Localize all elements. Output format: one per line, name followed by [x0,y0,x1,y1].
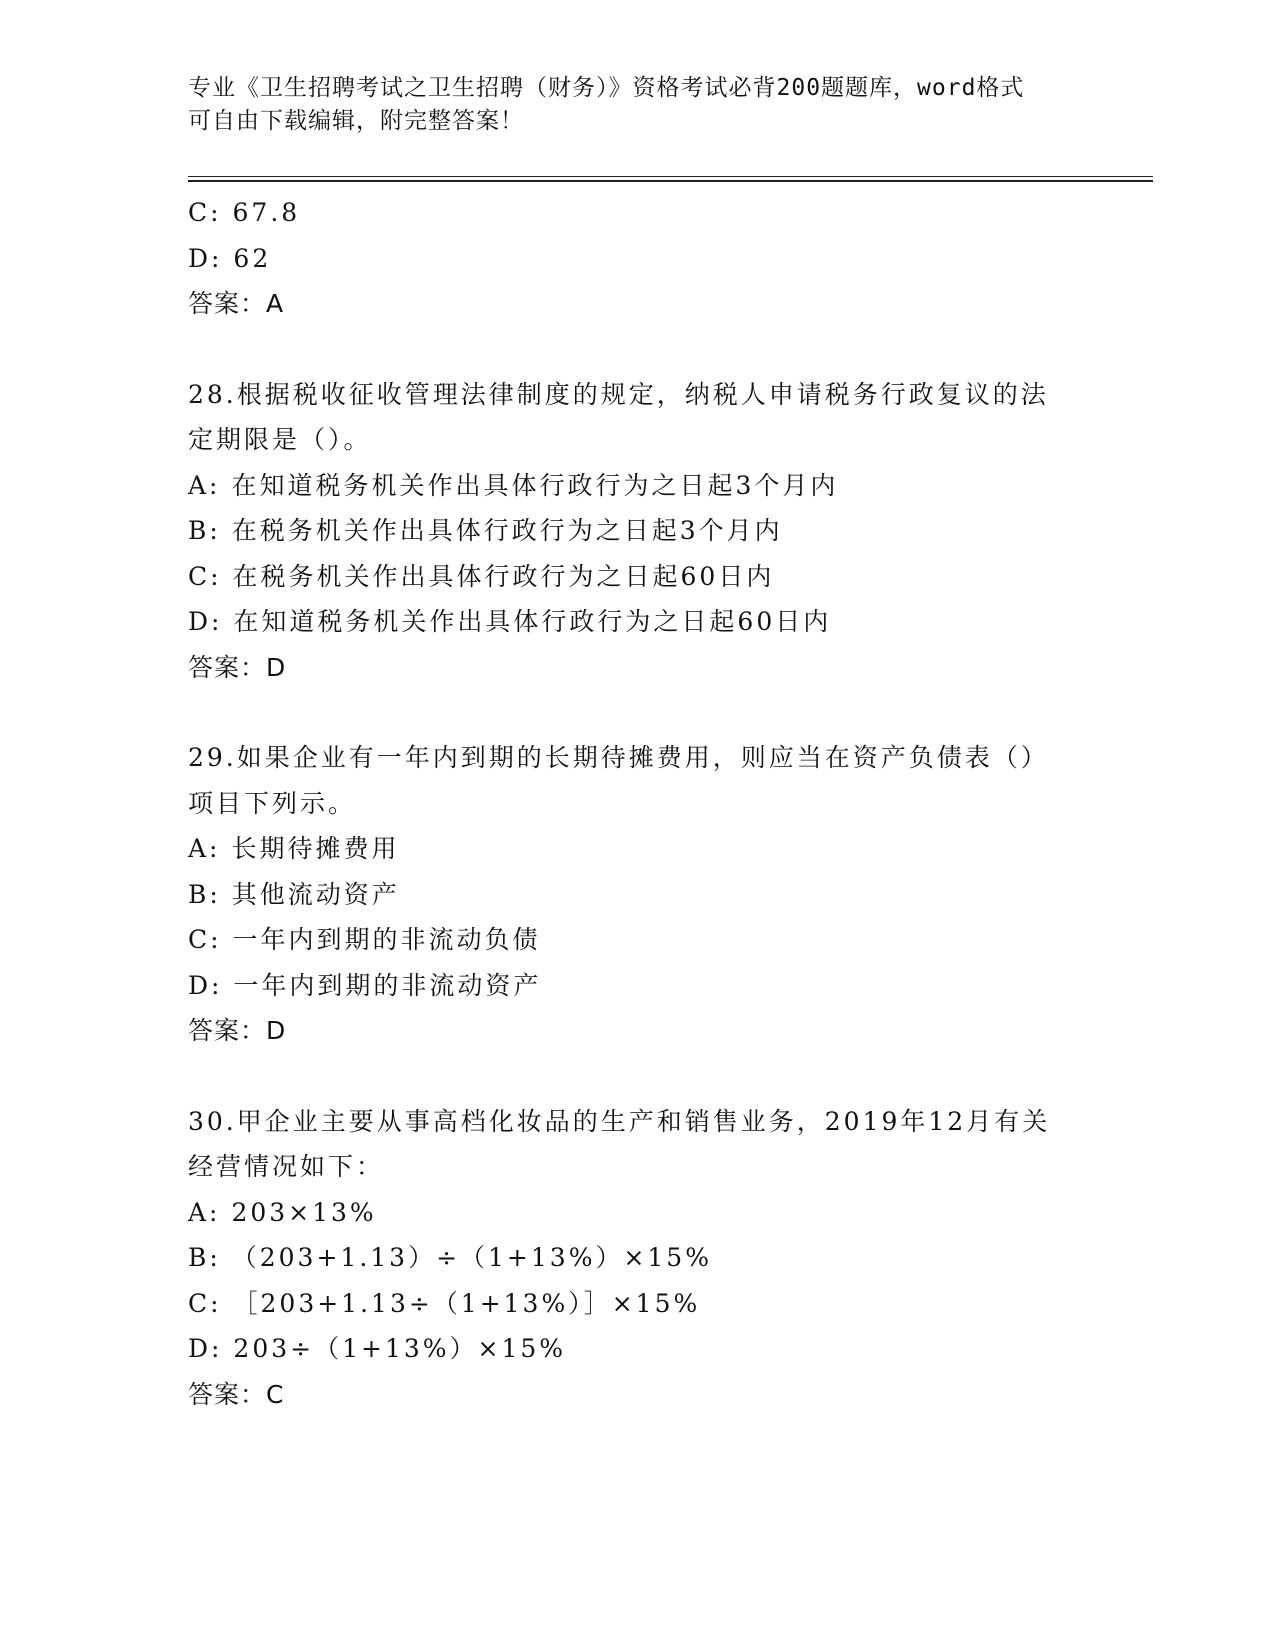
question-line-1: 30.甲企业主要从事高档化妆品的生产和销售业务，2019年12月有关 [188,1106,1051,1136]
spacer [188,1054,1088,1099]
spacer [188,327,1088,372]
option-label: A: [188,834,221,863]
option-text: 一年内到期的非流动资产 [233,970,542,1000]
answer-line: 答案：D [188,652,287,682]
option-row [188,599,1088,645]
option-label: A: [188,470,221,500]
document-body [188,190,1088,1417]
option-text: 在税务机关作出具体行政行为之日起60日内 [232,561,775,591]
option-label: B: [188,1243,221,1272]
answer-line: 答案：A [188,289,285,318]
question-28 [188,372,1088,691]
option-text: （203+1.13）÷（1+13%）×15% [231,1243,712,1272]
question-27-tail [188,190,1088,327]
option-text: 在税务机关作出具体行政行为之日起3个月内 [231,516,783,545]
question-line-1: 29.如果企业有一年内到期的长期待摊费用，则应当在资产负债表（） [188,743,1049,772]
spacer [188,690,1088,735]
question-text [188,372,1088,463]
option-label: C: [188,1288,222,1318]
option-label: D: [188,243,223,273]
header-divider-thick [188,180,1153,182]
option-text: 一年内到期的非流动负债 [232,925,541,954]
answer-line: 答案：D [188,1016,287,1045]
option-text: 62 [233,243,272,273]
answer-line: 答案：C [188,1379,285,1409]
option-label: D: [188,607,223,636]
header-line-1: 专业《卫生招聘考试之卫生招聘（财务）》资格考试必背200题题库，word格式 [188,75,1025,101]
option-text: 67.8 [232,198,301,227]
question-text [188,1099,1088,1190]
option-row [188,1190,1088,1236]
option-row [188,872,1088,918]
question-30 [188,1099,1088,1418]
option-text: 长期待摊费用 [231,834,400,863]
page-header [188,72,1088,138]
option-label: C: [188,198,222,227]
option-row [188,963,1088,1009]
question-text [188,735,1088,826]
option-label: A: [188,1197,221,1227]
option-label: D: [188,970,223,1000]
option-text: 203÷（1+13%）×15% [233,1334,567,1363]
option-row [188,508,1088,554]
header-line-2: 可自由下载编辑，附完整答案！ [188,108,524,134]
option-label: D: [188,1334,223,1363]
option-label: C: [188,561,222,591]
question-line-2: 定期限是（）。 [188,425,372,454]
option-row [188,1281,1088,1327]
option-text: 其他流动资产 [231,879,400,909]
question-line-2: 项目下列示。 [188,788,357,818]
option-row [188,190,1088,236]
option-label: B: [188,516,221,545]
option-row [188,554,1088,600]
option-text: ［203+1.13÷（1+13%）］×15% [232,1288,701,1318]
option-text: 在知道税务机关作出具体行政行为之日起3个月内 [231,470,839,500]
option-row [188,236,1088,282]
question-line-1: 28.根据税收征收管理法律制度的规定，纳税人申请税务行政复议的法 [188,379,1049,409]
option-row [188,826,1088,872]
option-row [188,463,1088,509]
option-text: 在知道税务机关作出具体行政行为之日起60日内 [233,607,832,636]
option-text: 203×13% [231,1197,377,1227]
question-line-2: 经营情况如下： [188,1152,385,1181]
option-row [188,1326,1088,1372]
option-row [188,1235,1088,1281]
option-label: C: [188,925,222,954]
option-row [188,917,1088,963]
option-label: B: [188,879,221,909]
header-divider-thin [188,176,1153,177]
question-29 [188,735,1088,1054]
